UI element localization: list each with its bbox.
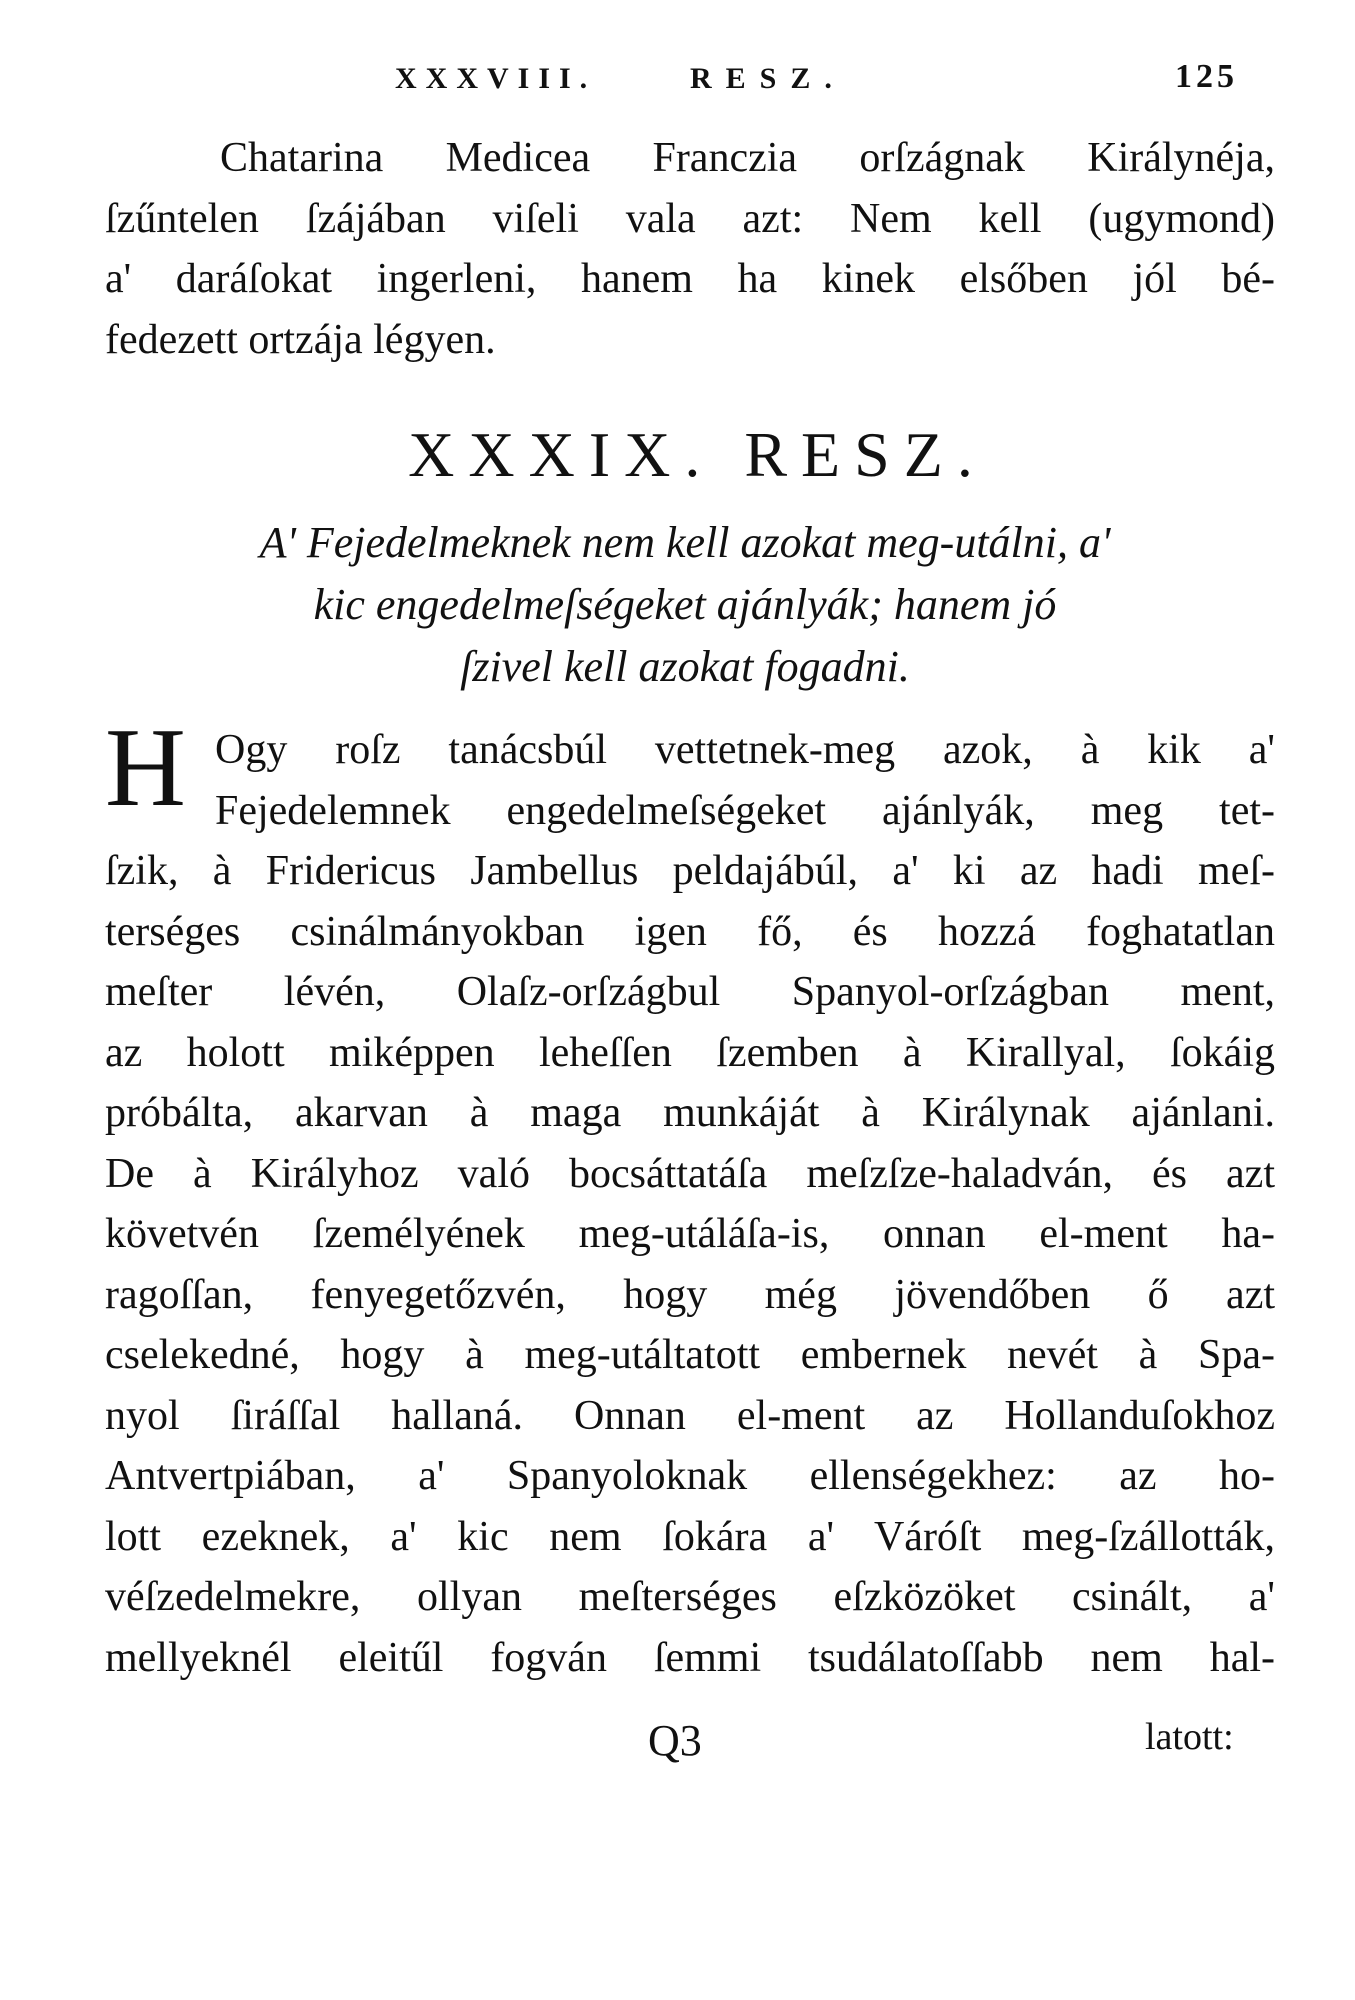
text-line: Ogy roſz tanácsbúl vettetnek-meg azok, à kik a' <box>215 727 1275 773</box>
text-line: terséges csinálmányokban igen fő, és hozzá foghatatlan <box>105 908 1275 955</box>
text-line: az holott miképpen leheſſen ſzemben à Kirallyal, ſokáig <box>105 1029 1275 1076</box>
summary-line: kic engedelmeſségeket ajánlyák; hanem jó <box>313 580 1057 629</box>
text-line: próbálta, akarvan à maga munkáját à Királynak ajánlani. <box>105 1090 1275 1136</box>
drop-cap: H <box>105 706 186 830</box>
page-footer <box>0 1715 1355 1775</box>
text-line: mellyeknél eleitűl fogván ſemmi tsudálatoſſabb nem hal- <box>105 1634 1275 1681</box>
text-line: Chatarina Medicea Francziа orſzágnak Királynéja, <box>220 135 1275 181</box>
text-line: fedezett ortzája légyen. <box>105 316 496 363</box>
text-line: ragoſſan, fenyegetőzvén, hogy még jövendőben ő azt <box>105 1271 1275 1318</box>
chapter-body <box>105 720 1275 1688</box>
text-line: a' daráſokat ingerleni, hanem ha kinek elsőben jól bé- <box>105 256 1275 302</box>
chapter-heading: XXXIX. RESZ. <box>408 419 987 490</box>
running-head <box>0 58 1355 108</box>
summary-line: ſzivel kell azokat fogadni. <box>460 642 910 691</box>
summary-line: A' Fejedelmeknek nem kell azokat meg-utálni, a' <box>259 518 1111 567</box>
text-line: nyol ſiráſſal hallaná. Onnan el-ment az Hollanduſokhoz <box>105 1392 1275 1439</box>
text-line: követvén ſzemélyének meg-utáláſa-is, onnan el-ment ha- <box>105 1211 1275 1257</box>
text-line: De à Királyhoz való bocsáttatáſa meſzſze-haladván, és azt <box>105 1150 1275 1197</box>
signature-mark: Q3 <box>648 1716 702 1765</box>
running-head-chapter: XXXVIII. <box>395 62 597 95</box>
text-line: cselekedné, hogy à meg-utáltatott embernek nevét à Spa- <box>105 1332 1275 1378</box>
closing-paragraph <box>105 128 1275 370</box>
running-head-resz: RESZ. <box>690 62 846 95</box>
text-line: Antvertpiában, a' Spanyoloknak ellenségekhez: az ho- <box>105 1453 1275 1499</box>
chapter-summary <box>140 512 1230 698</box>
text-line: ſzűntelen ſzájában viſeli vala azt: Nem kell (ugymond) <box>105 195 1275 242</box>
page-number: 125 <box>1175 58 1238 95</box>
text-line: véſzedelmekre, ollyan meſterséges eſzközöket csinált, a' <box>105 1574 1275 1620</box>
text-line: meſter lévén, Olaſz-orſzágbul Spanyol-orſzágban ment, <box>105 969 1275 1015</box>
catchword: latott: <box>1145 1716 1234 1758</box>
text-line: ſzik, à Fridericus Jambellus peldajábúl, a' ki az hadi meſ- <box>105 848 1275 894</box>
text-line: lott ezeknek, a' kic nem ſokára a' Váróſt meg-ſzállották, <box>105 1513 1275 1560</box>
text-line: Fejedelemnek engedelmeſségeket ajánlyák, meg tet- <box>215 787 1275 834</box>
